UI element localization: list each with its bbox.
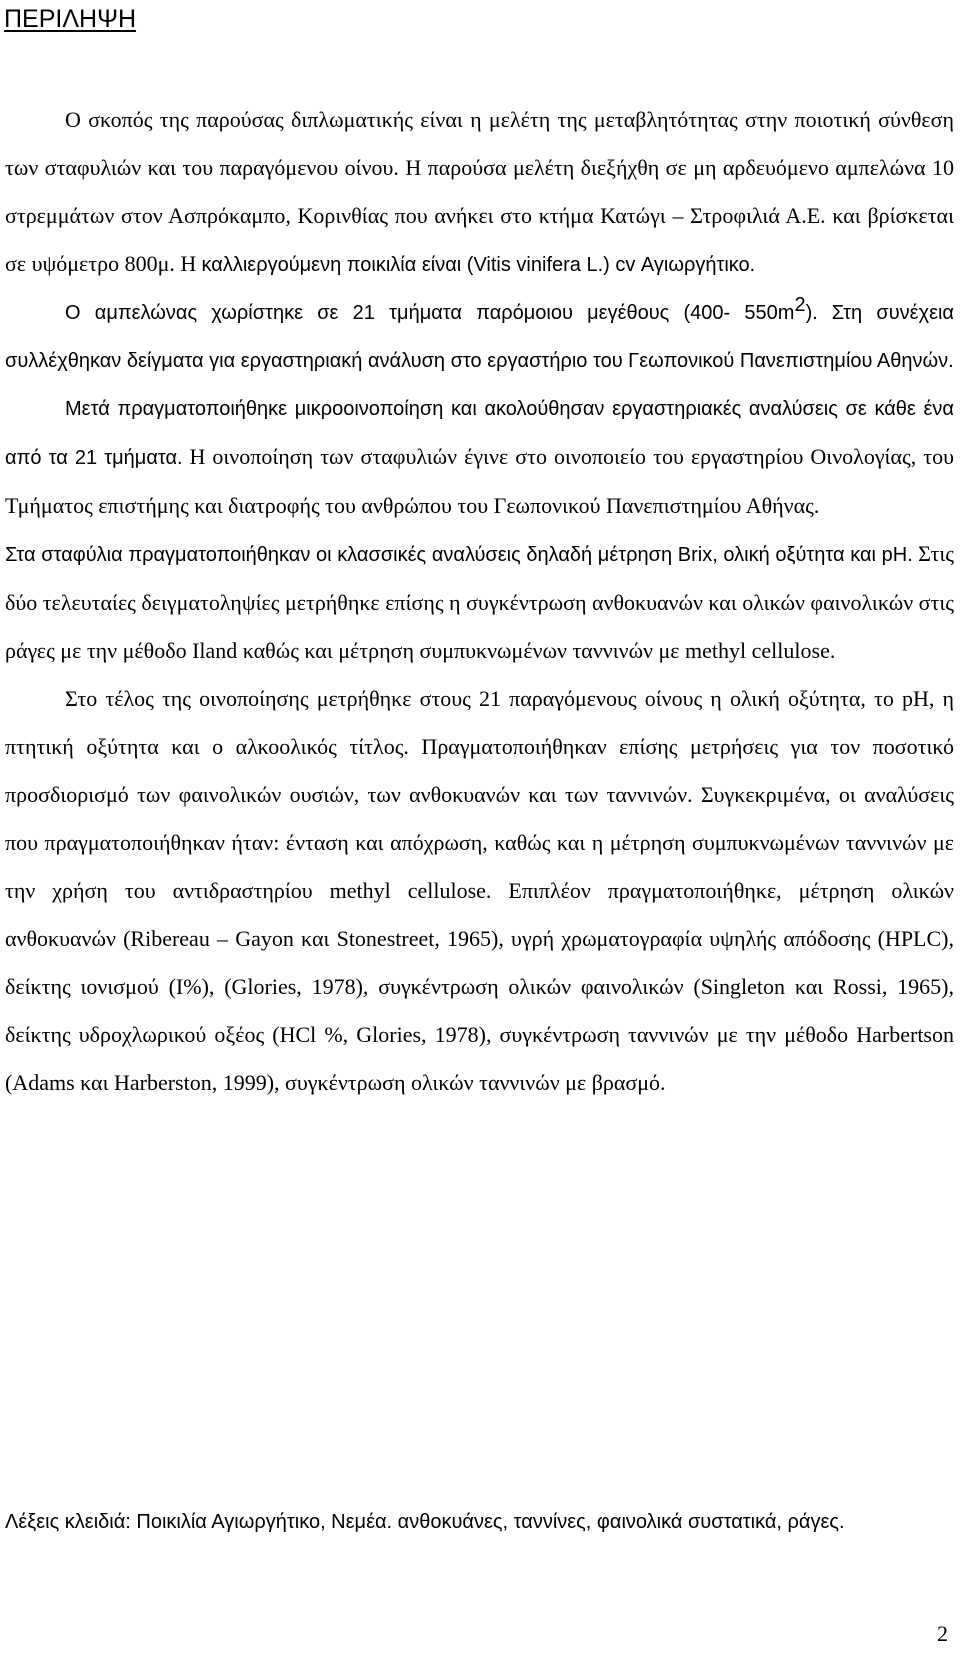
keywords: Λέξεις κλειδιά: Ποικιλία Αγιωργήτικο, Νεμέα. ανθοκυάνες, ταννίνες, φαινολικά συστατικά, ράγες. [5,1511,845,1533]
abstract-body [5,96,954,1107]
paragraph-wine-analyses [5,675,954,1107]
paragraph-grape-analyses-methods: Στις δύο τελευταίες δειγματοληψίες μετρήθηκε επίσης η συγκέντρωση ανθοκυανών και ολικών φαινολικών στις ράγες με την μέθοδο Iland καθώς και μέτρηση συμπυκνωμένων ταννινών με methyl cellulose. [5,541,954,663]
paragraph-vinification [5,385,954,530]
paragraph-vineyard [5,289,954,385]
superscript-exponent: 2 [794,294,806,316]
paragraph-vineyard-end: ). [805,302,818,324]
page-number: 2 [937,1621,948,1646]
paragraph-aim [5,96,954,289]
paragraph-aim-text: Ο σκοπός της παρούσας διπλωματικής είναι η μελέτη της μεταβλητότητας στην ποιοτική σύνθεση των σταφυλιών και του παραγόμενου οίνου. Η παρούσα μελέτη διεξήχθη σε μη αρδευόμενο αμπελώνα 10 στρεμμάτων στον Ασπρόκαμπο, Κορινθίας που ανήκει στο κτήμα Κατώγι – Στροφιλιά Α.Ε. και βρίσκεται σε υψόμετρο 800μ. Η [5,107,954,276]
paragraph-vineyard-text: Ο αμπελώνας χωρίστηκε σε 21 τμήματα παρόμοιου μεγέθους (400- 550m [65,302,795,324]
paragraph-vinification-location: Η οινοποίηση των σταφυλιών έγινε στο οινοποιείο του εργαστηρίου Οινολογίας, του Τμήματος επιστήμης και διατροφής του ανθρώπου του Γεωπονικού Πανεπιστημίου Αθήνας. [5,444,955,518]
paragraph-vinification-text: Μετά πραγματοποιήθηκε μικροοινοποίηση και ακολούθησαν εργαστηριακές αναλύσεις σε κάθε ένα από τα 21 τμήματα. [5,398,954,469]
paragraph-grape-analyses-text: Στα σταφύλια πραγματοποιήθηκαν οι κλασσικές αναλύσεις δηλαδή μέτρηση Brix, ολική οξύτητα και pH. [5,544,913,566]
page-title: ΠΕΡΙΛΗΨΗ [4,5,137,33]
paragraph-aim-variety: καλλιεργούμενη ποικιλία είναι (Vitis vinifera L.) cv Αγιωργήτικο. [201,254,756,276]
paragraph-wine-analyses-text: Στο τέλος της οινοποίησης μετρήθηκε στους 21 παραγόμενους οίνους η ολική οξύτητα, το pH, η πτητική οξύτητα και ο αλκοολικός τίτλος. Πραγματοποιήθηκαν επίσης μετρήσεις για τον ποσοτικό προσδιορισμό των φαινολικών ουσιών, των ανθοκυανών και των ταννινών. Συγκεκριμένα, οι αναλύσεις που πραγματοποιήθηκαν ήταν: ένταση και απόχρωση, καθώς και η μέτρηση συμπυκνωμένων ταννινών με την χρήση του αντιδραστηρίου methyl cellulose. Επιπλέον πραγματοποιήθηκε, μέτρηση ολικών ανθοκυανών (Ribereau – Gayon και Stonestreet, 1965), υγρή χρωματογραφία υψηλής απόδοσης (HPLC), δείκτης ιονισμού (I%), (Glories, 1978), συγκέντρωση ολικών φαινολικών (Singleton και Rossi, 1965), δείκτης υδροχλωρικού οξέος (HCl %, Glories, 1978), συγκέντρωση ταννινών με την μέθοδο Harbertson (Adams και Harberston, 1999), συγκέντρωση ολικών ταννινών με βρασμό. [5,686,954,1095]
paragraph-vineyard-samples: Στη συνέχεια συλλέχθηκαν δείγματα για εργαστηριακή ανάλυση στο εργαστήριο του Γεωπονικού Πανεπιστημίου Αθηνών. [5,302,954,372]
paragraph-grape-analyses [5,530,954,675]
